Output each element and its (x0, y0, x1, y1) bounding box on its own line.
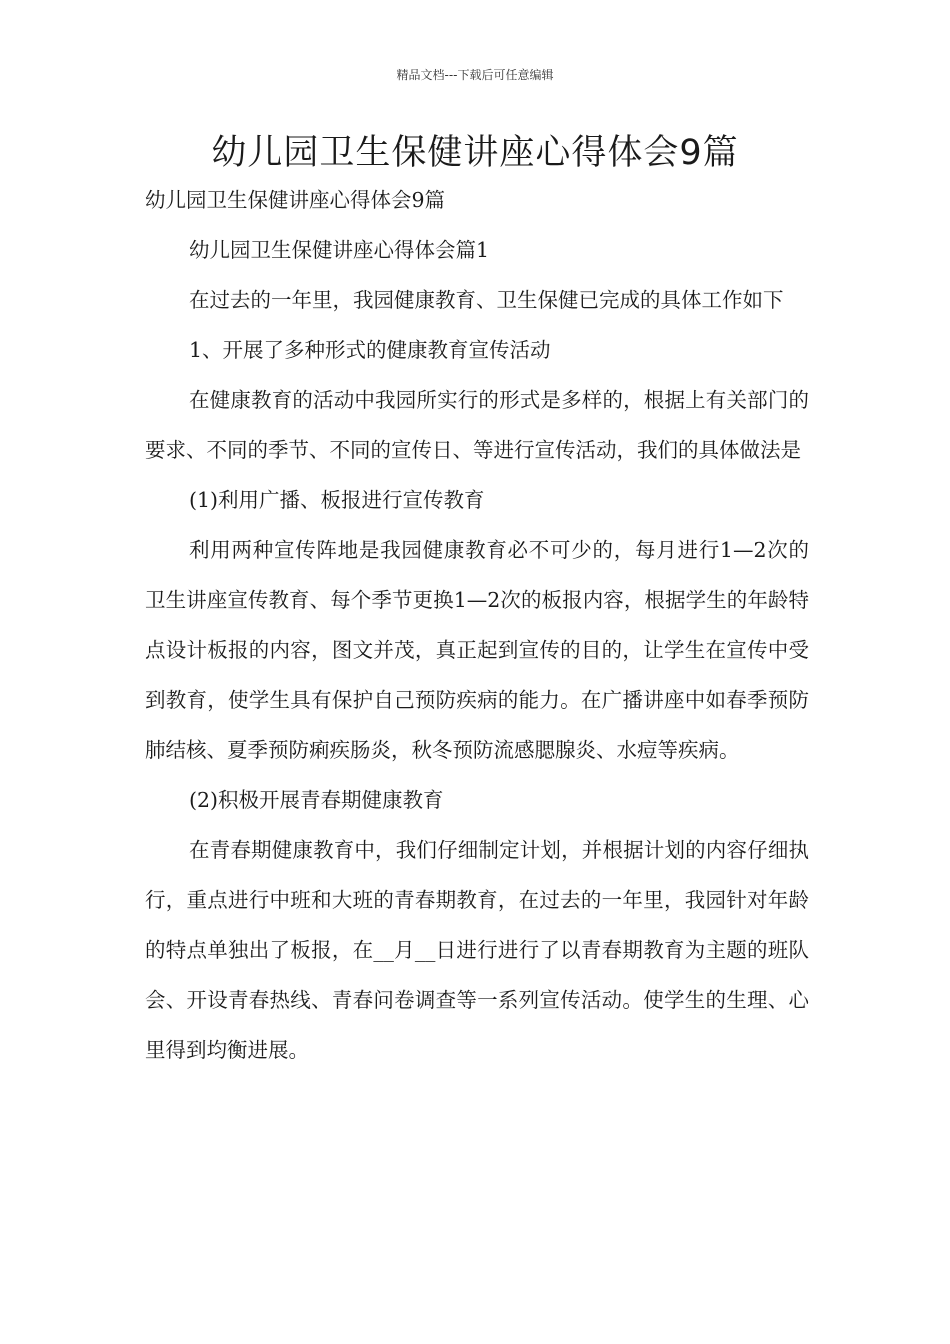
paragraph: (1)利用广播、板报进行宣传教育 (189, 488, 485, 512)
paragraph: 利用两种宣传阵地是我园健康教育必不可少的，每月进行1—2次的卫生讲座宣传教育、每个季节更换1—2次的板报内容，根据学生的年龄特点设计板报的内容，图文并茂，真正起到宣传的目的，让学生在宣传中受到教育，使学生具有保护自己预防疾病的能力。在广播讲座中如春季预防肺结核、夏季预防痢疾肠炎，秋冬预防流感腮腺炎、水痘等疾病。 (145, 538, 809, 762)
paragraph: (2)积极开展青春期健康教育 (189, 788, 444, 812)
paragraph: 幼儿园卫生保健讲座心得体会9篇 (145, 188, 446, 212)
paragraph: 在过去的一年里，我园健康教育、卫生保健已完成的具体工作如下 (189, 288, 784, 312)
document-body (145, 175, 809, 1075)
header-note: 精品文档---下载后可任意编辑 (396, 68, 554, 82)
document-title: 幼儿园卫生保健讲座心得体会9篇 (211, 133, 739, 173)
paragraph: 幼儿园卫生保健讲座心得体会篇1 (189, 238, 490, 262)
paragraph: 1、开展了多种形式的健康教育宣传活动 (189, 338, 551, 362)
paragraph: 在健康教育的活动中我园所实行的形式是多样的，根据上有关部门的要求、不同的季节、不同的宣传日、等进行宣传活动，我们的具体做法是 (145, 388, 809, 462)
paragraph: 在青春期健康教育中，我们仔细制定计划，并根据计划的内容仔细执行，重点进行中班和大班的青春期教育，在过去的一年里，我园针对年龄的特点单独出了板报，在__月__日进行进行了以青春期教育为主题的班队会、开设青春热线、青春问卷调查等一系列宣传活动。使学生的生理、心里得到均衡进展。 (145, 838, 809, 1062)
